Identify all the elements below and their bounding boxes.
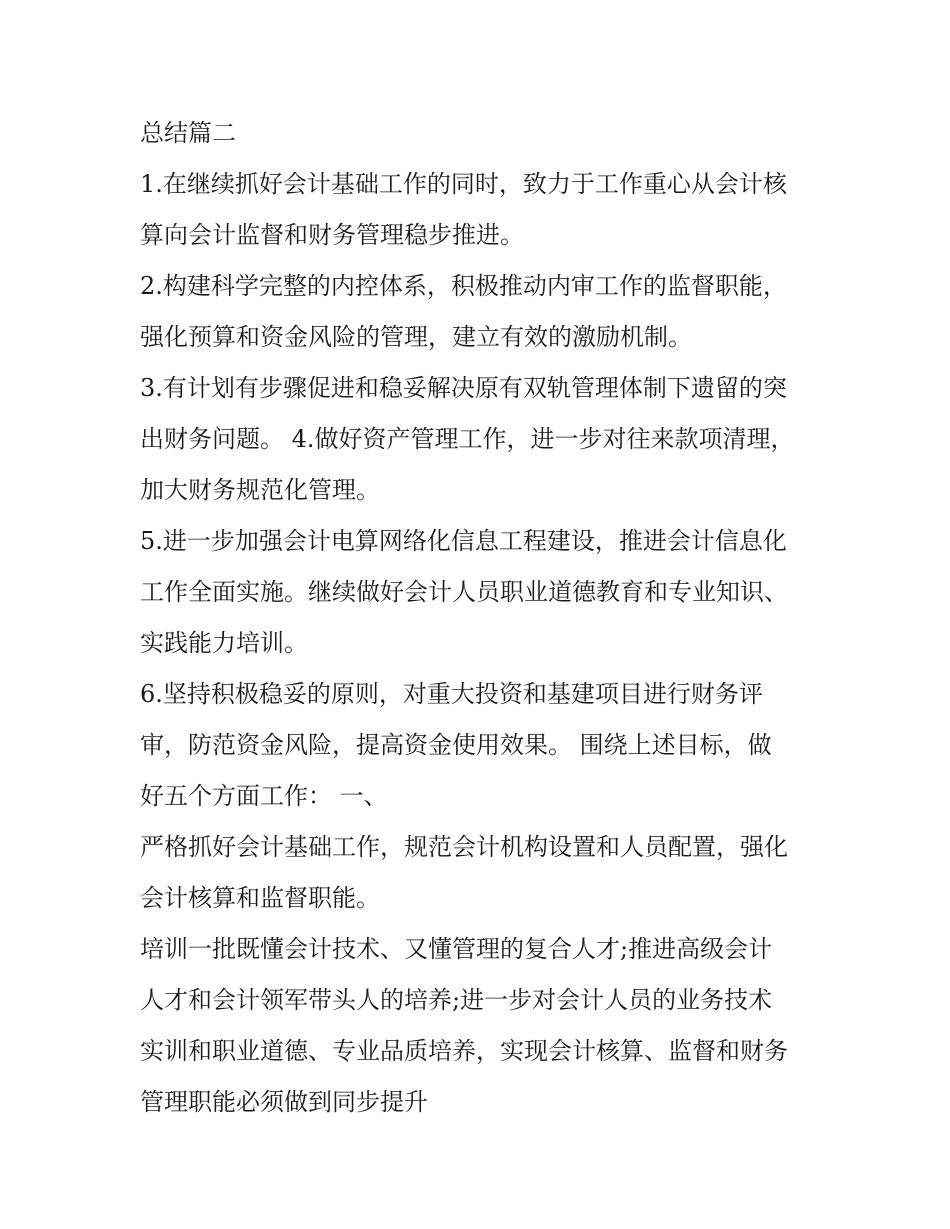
- text-line: 培训一批既懂会计技术、又懂管理的复合人才;推进高级会计: [140, 935, 773, 963]
- text-line: 好五个方面工作： 一、: [140, 782, 388, 810]
- text-line: 会计核算和监督职能。: [140, 884, 380, 912]
- text-line: 实践能力培训。: [140, 629, 308, 657]
- document-body: [140, 108, 820, 1128]
- text-line: 6.坚持积极稳妥的原则，对重大投资和基建项目进行财务评: [140, 680, 763, 708]
- document-heading: 总结篇二: [140, 119, 236, 147]
- text-line: 3.有计划有步骤促进和稳妥解决原有双轨管理体制下遗留的突: [140, 374, 787, 402]
- text-line: 算向会计监督和财务管理稳步推进。: [140, 221, 524, 249]
- text-line: 严格抓好会计基础工作，规范会计机构设置和人员配置，强化: [140, 833, 788, 861]
- text-line: 审，防范资金风险，提高资金使用效果。 围绕上述目标，做: [140, 731, 772, 759]
- text-line: 2.构建科学完整的内控体系，积极推动内审工作的监督职能，: [140, 272, 787, 300]
- text-line: 实训和职业道德、专业品质培养，实现会计核算、监督和财务: [140, 1037, 788, 1065]
- text-line: 5.进一步加强会计电算网络化信息工程建设，推进会计信息化: [140, 527, 787, 555]
- text-line: 加大财务规范化管理。: [140, 476, 380, 504]
- text-line: 人才和会计领军带头人的培养;进一步对会计人员的业务技术: [140, 986, 773, 1014]
- text-line: 工作全面实施。继续做好会计人员职业道德教育和专业知识、: [140, 578, 788, 606]
- text-line: 出财务问题。 4.做好资产管理工作，进一步对往来款项清理，: [140, 425, 795, 453]
- text-line: 强化预算和资金风险的管理，建立有效的激励机制。: [140, 323, 692, 351]
- text-line: 1.在继续抓好会计基础工作的同时，致力于工作重心从会计核: [140, 170, 787, 198]
- text-line: 管理职能必须做到同步提升: [140, 1088, 428, 1116]
